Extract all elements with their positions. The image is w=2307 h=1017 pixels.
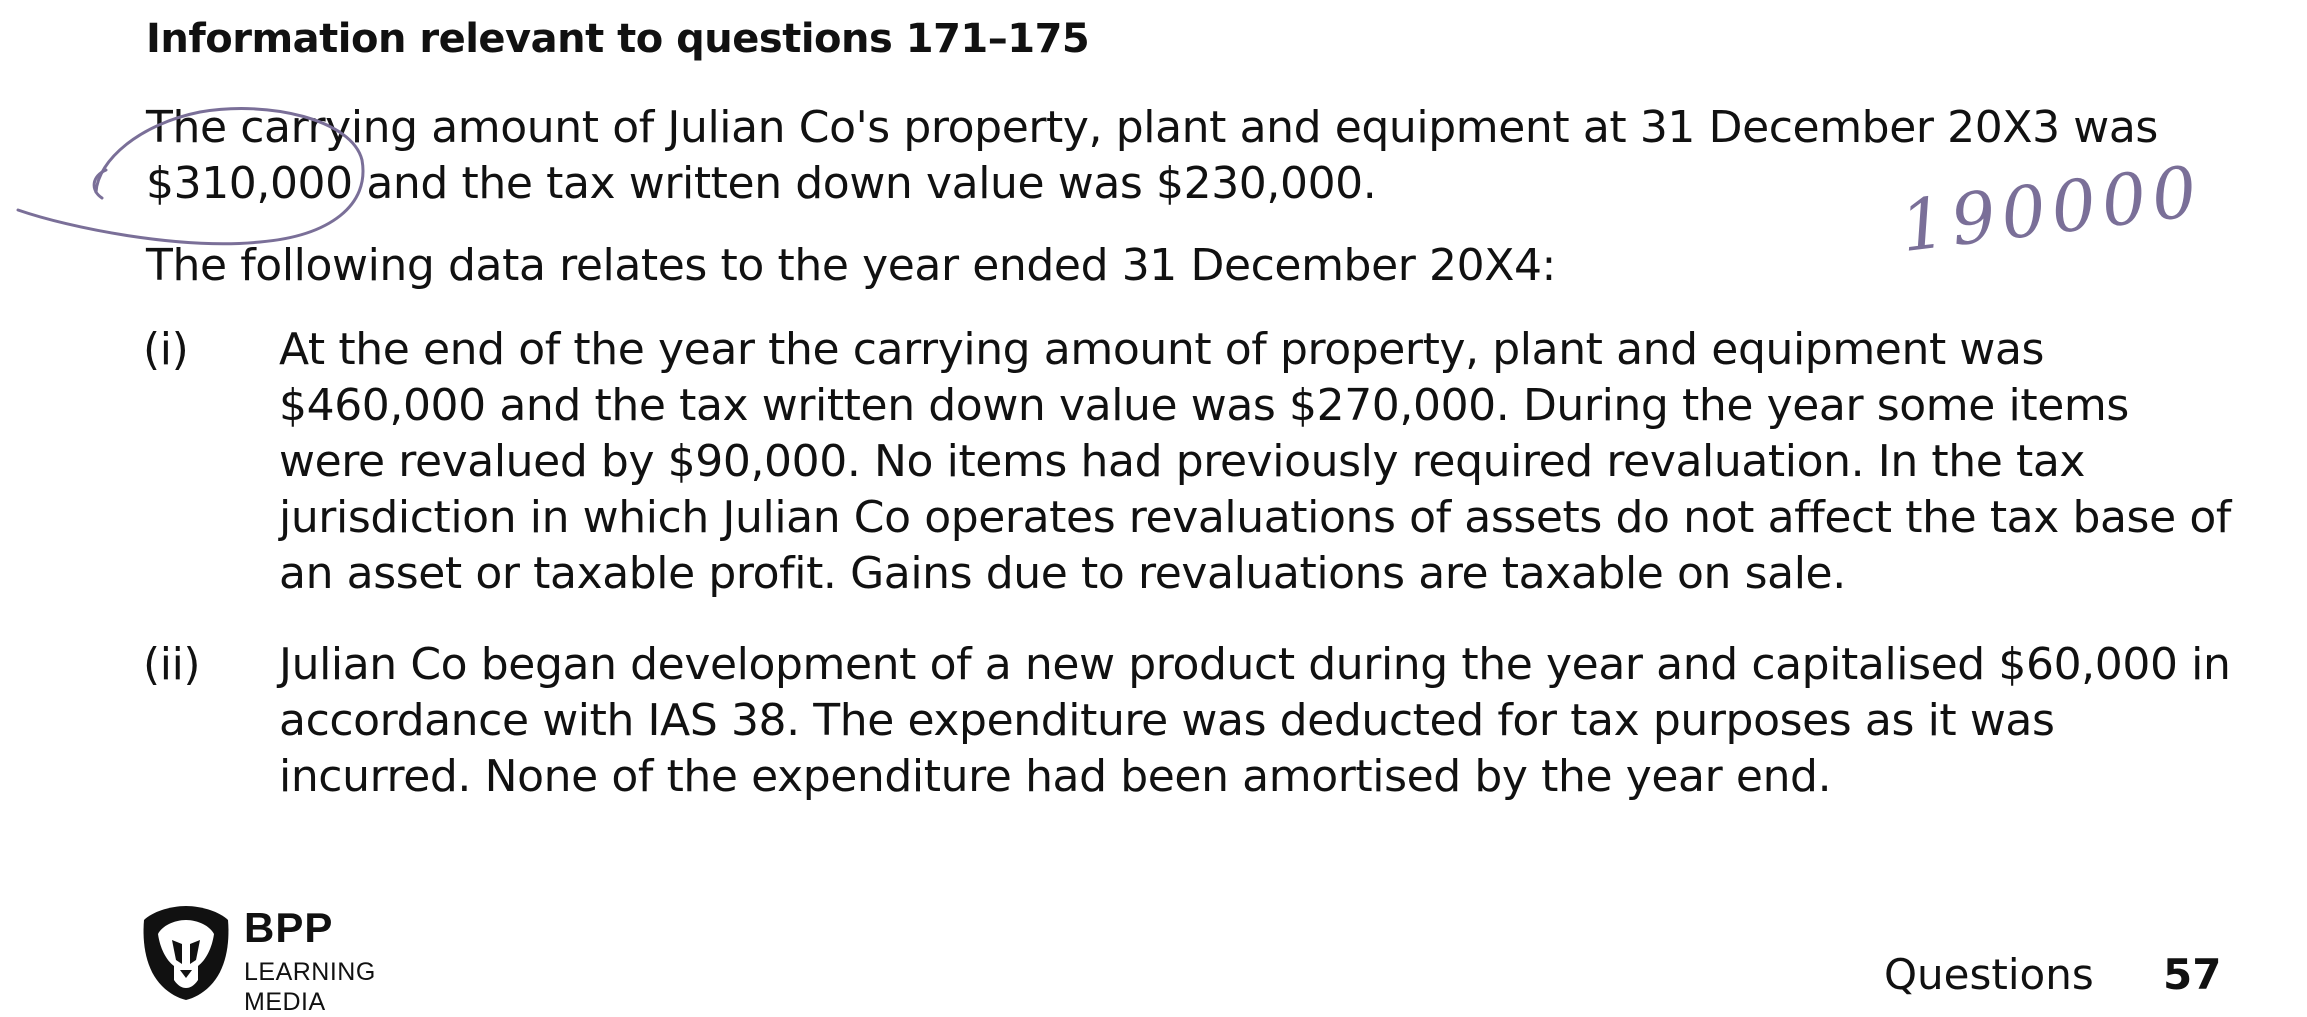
handwritten-note: 190000 [1896, 149, 2208, 269]
page-number: 57 [2163, 950, 2222, 999]
publisher-logo [140, 900, 400, 1016]
list-item-text: At the end of the year the carrying amount of property, plant and equipment was $460,000 and the tax written down value was $270,000. During the year some items were revalued by $90,000. No items had previously required revaluation. In the tax jurisdiction in which Julian Co operates revaluations of assets do not affect the tax base of an asset or taxable profit. Gains due to revaluations are taxable on sale. [279, 324, 2231, 599]
logo-brand-text: BPP [244, 904, 334, 951]
list-item [143, 637, 2293, 805]
list-item-number: (ii) [143, 639, 201, 690]
lion-shield-icon [140, 904, 232, 1000]
intro-line-1: The carrying amount of Julian Co's property, plant and equipment at 31 December 20X3 was [146, 102, 2158, 153]
intro-line-2: $310,000 and the tax written down value was $230,000. [146, 158, 1377, 209]
list-item-text: Julian Co began development of a new product during the year and capitalised $60,000 in accordance with IAS 38. The expenditure was deducted for tax purposes as it was incurred. None of the expenditure had been amortised by the year end. [279, 639, 2231, 802]
logo-subtitle-line-1: LEARNING [244, 958, 376, 986]
list-item [143, 322, 2293, 602]
pen-tick-mark [94, 170, 106, 198]
list-item-number: (i) [143, 324, 189, 375]
logo-subtitle-line-2: MEDIA [244, 988, 326, 1016]
footer-section-label: Questions [1884, 950, 2094, 999]
section-heading: Information relevant to questions 171–175 [146, 16, 1090, 62]
lead-in-text: The following data relates to the year ended 31 December 20X4: [146, 240, 1556, 291]
